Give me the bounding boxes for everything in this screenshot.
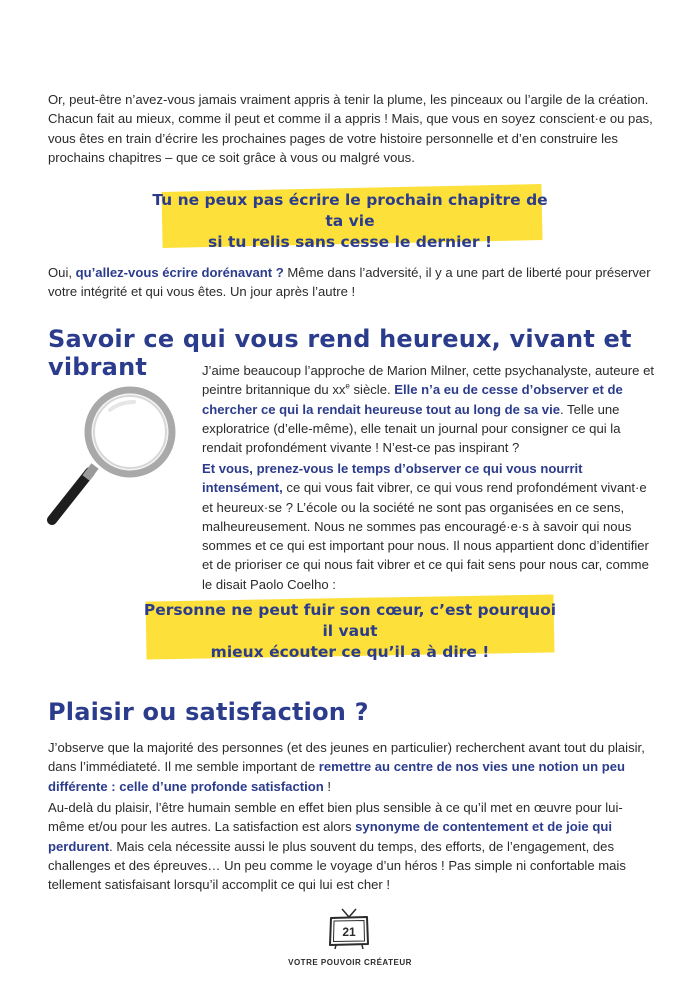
oui-bold-question: qu’allez-vous écrire dorénavant ? xyxy=(75,265,284,280)
milner-bold-text: Elle n’a eu de cesse d’observer et de chercher ce qui la rendait heureuse tout au long de sa vie xyxy=(202,382,623,417)
quote-highlight-1 xyxy=(150,180,550,251)
magnifying-glass-icon xyxy=(40,380,190,540)
milner-paragraph: J’aime beaucoup l’approche de Marion Milner, cette psychanalyste, auteure et peintre britannique du $xx^e$ siècle. Elle n’a eu de cesse d’observer et de chercher ce qui la rendait heureuse tout au long de sa vie. Telle une exploratrice (d’elle-même), elle tenait un journal pour consigner ce qui la rendait profondément vivante ! N’est-ce pas inspirant ? xyxy=(202,363,654,456)
page-number: 21 xyxy=(342,925,356,939)
section-heading-plaisir: Plaisir ou satisfaction ? xyxy=(48,698,369,726)
quote-highlight-2 xyxy=(140,590,560,661)
observer-bold-question: Et vous, prenez-vous le temps d’observer ce qui vous nourrit intensément, xyxy=(202,461,583,496)
oui-paragraph: Oui, qu’allez-vous écrire dorénavant ? Même dans l’adversité, il y a une part de liberté pour préserver votre intégrité et qui vous êtes. Un jour après l’autre ! xyxy=(48,265,651,300)
satisfaction-paragraph: Au-delà du plaisir, l’être humain semble en effet bien plus sensible à ce qu’il met en œuvre pour lui-même et/ou pour les autres. La satisfaction est alors synonyme de contentement et de joie qui perdurent. Mais cela nécessite aussi le plus souvent du temps, des efforts, de l’engagement, des challenges et des épreuves… Un peu comme le voyage d’un héros ! Pas simple ni confortable mais tellement satisfaisant lorsqu’il accomplit ce qui lui est cher ! xyxy=(48,800,626,893)
satisfaction-bold-text: synonyme de contentement et de joie qui perdurent xyxy=(48,819,612,854)
quote2-line1: Personne ne peut fuir son cœur, c’est pourquoi il vaut xyxy=(143,601,557,640)
quote2-line2: mieux écouter ce qu’il a à dire ! xyxy=(210,643,490,661)
plaisir-paragraph: J’observe que la majorité des personnes (et des jeunes en particulier) recherchent avant tout du plaisir, dans l’immédiateté. Il me semble important de remettre au centre de nos vies une notion un peu différente : celle d’une profonde satisfaction ! xyxy=(48,740,645,794)
running-footer-title: VOTRE POUVOIR CRÉATEUR xyxy=(288,958,412,967)
observer-paragraph: Et vous, prenez-vous le temps d’observer ce qui vous nourrit intensément, ce qui vous fait vibrer, ce qui vous rend profondément vivant·e et heureux·se ? L’école ou la société ne sont pas organisées en ce sens, malheureusement. Nous ne sommes pas encouragé·e·s à savoir qui nous sommes et ce qui est important pour nous. Il nous appartient donc d’identifier et de prioriser ce qui nous fait vibrer et ce qui fait sens pour nous car, comme le disait Paolo Coelho : xyxy=(202,461,649,592)
intro-paragraph: Or, peut-être n’avez-vous jamais vraiment appris à tenir la plume, les pinceaux ou l’argile de la création. Chacun fait au mieux, comme il peut et comme il a appris ! Mais, que vous en soyez conscient·e ou pas, vous êtes en train d’écrire les prochaines pages de votre histoire personnelle et d’en construire les prochains chapitres – que ce soit grâce à vous ou malgré vous. xyxy=(48,92,653,165)
quote1-line1: Tu ne peux pas écrire le prochain chapitre de ta vie xyxy=(152,191,548,230)
quote1-line2: si tu relis sans cesse le dernier ! xyxy=(207,233,493,251)
section-heading-heureux: Savoir ce qui vous rend heureux, vivant et vibrant xyxy=(48,325,632,381)
plaisir-bold-text: remettre au centre de nos vies une notion un peu différente : celle d’une profonde satisfaction xyxy=(48,759,626,794)
